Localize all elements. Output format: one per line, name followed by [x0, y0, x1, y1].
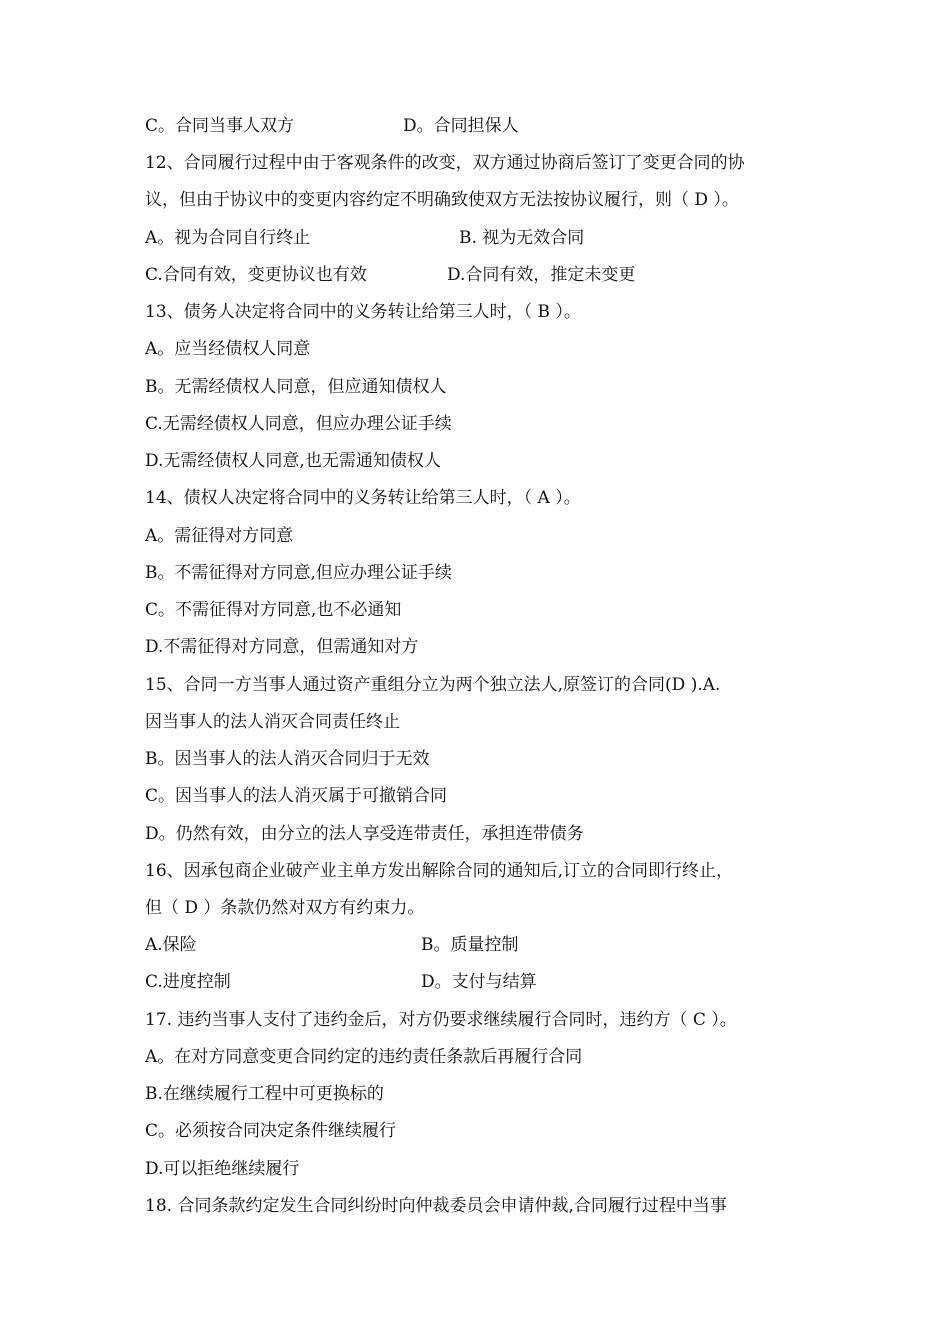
- option-b: B。因当事人的法人消灭合同归于无效: [145, 749, 430, 769]
- option-c: C。因当事人的法人消灭属于可撤销合同: [145, 786, 448, 806]
- option-d: D.可以拒绝继续履行: [145, 1159, 300, 1179]
- option-c: C。不需征得对方同意,也不必通知: [145, 600, 402, 620]
- question-13: 13、债务人决定将合同中的义务转让给第三人时，（ B ）。: [145, 302, 581, 322]
- option-b: B. 视为无效合同: [459, 228, 585, 248]
- option-c: C.无需经债权人同意，但应办理公证手续: [145, 414, 452, 434]
- question-15-line-1: 15、合同一方当事人通过资产重组分立为两个独立法人,原签订的合同(D ).A.: [145, 675, 721, 695]
- option-row: [145, 968, 825, 996]
- option-c: C。合同当事人双方: [145, 116, 295, 136]
- option-a: A。应当经债权人同意: [145, 339, 311, 359]
- option-d: D。仍然有效，由分立的法人享受连带责任，承担连带债务: [145, 824, 584, 844]
- question-12-line-2: 议，但由于协议中的变更内容约定不明确致使双方无法按协议履行，则（ D ）。: [145, 190, 739, 210]
- option-row: [145, 931, 825, 959]
- question-17: 17. 违约当事人支付了违约金后，对方仍要求继续履行合同时，违约方（ C ）。: [145, 1010, 737, 1030]
- option-row: [145, 224, 825, 252]
- option-c: C.进度控制: [145, 972, 231, 992]
- question-16-line-2: 但（ D ）条款仍然对双方有约束力。: [145, 898, 425, 918]
- option-b: B。不需征得对方同意,但应办理公证手续: [145, 563, 452, 583]
- option-row: [145, 112, 825, 140]
- option-a: A.保险: [145, 935, 197, 955]
- option-a: A。视为合同自行终止: [145, 228, 311, 248]
- question-16-line-1: 16、因承包商企业破产业主单方发出解除合同的通知后,订立的合同即行终止，: [145, 861, 734, 881]
- option-d: D.合同有效，推定未变更: [447, 265, 636, 285]
- option-d: D。支付与结算: [421, 972, 537, 992]
- option-b: B.在继续履行工程中可更换标的: [145, 1084, 384, 1104]
- option-d: D.无需经债权人同意,也无需通知债权人: [145, 451, 441, 471]
- option-b: B。质量控制: [421, 935, 519, 955]
- option-d: D。合同担保人: [403, 116, 519, 136]
- question-12-line-1: 12、合同履行过程中由于客观条件的改变，双方通过协商后签订了变更合同的协: [145, 153, 745, 173]
- question-15-line-2: 因当事人的法人消灭合同责任终止: [145, 712, 400, 732]
- question-14: 14、债权人决定将合同中的义务转让给第三人时，（ A ）。: [145, 488, 581, 508]
- option-a: A。需征得对方同意: [145, 526, 294, 546]
- option-c: C.合同有效，变更协议也有效: [145, 265, 367, 285]
- option-a: A。在对方同意变更合同约定的违约责任条款后再履行合同: [145, 1047, 583, 1067]
- question-18: 18. 合同条款约定发生合同纠纷时向仲裁委员会申请仲裁,合同履行过程中当事: [145, 1196, 727, 1216]
- option-d: D.不需征得对方同意，但需通知对方: [145, 637, 419, 657]
- option-b: B。无需经债权人同意，但应通知债权人: [145, 377, 447, 397]
- option-c: C。必须按合同决定条件继续履行: [145, 1121, 397, 1141]
- option-row: [145, 261, 825, 289]
